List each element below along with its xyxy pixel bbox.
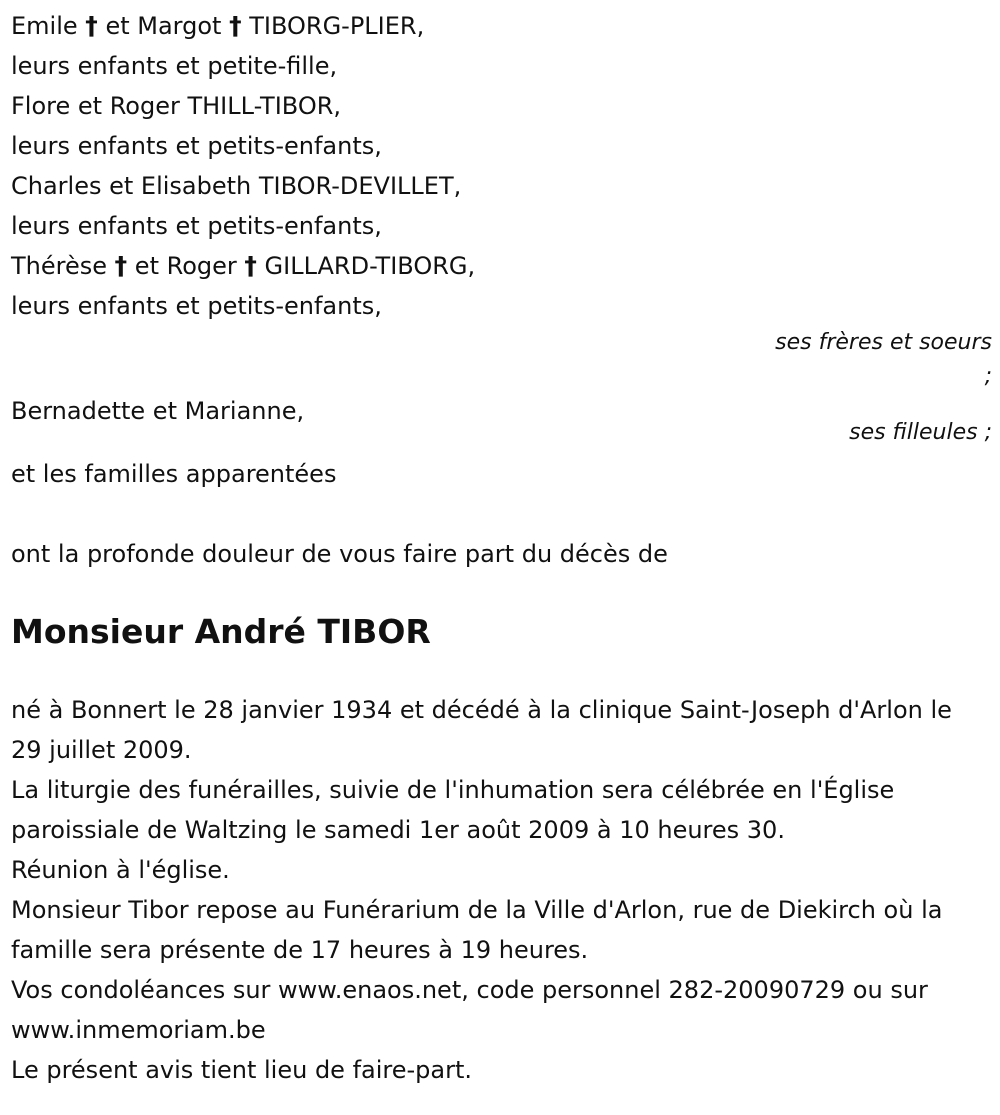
family-line-3: Flore et Roger THILL-TIBOR, xyxy=(11,92,342,120)
family-surname: GILLARD-TIBORG, xyxy=(264,252,476,280)
first-name: Emile xyxy=(11,12,78,40)
first-name: Thérèse xyxy=(11,252,108,280)
details-paragraph-3: Réunion à l'église. xyxy=(11,856,230,884)
deceased-cross-icon: † xyxy=(244,251,257,280)
details-paragraph-5: Vos condoléances sur www.enaos.net, code personnel 282-20090729 ou sur www.inmemoriam.be xyxy=(11,976,928,1044)
deceased-name-heading: Monsieur André TIBOR xyxy=(11,612,431,651)
conjunction-name: et Margot xyxy=(105,12,222,40)
deceased-cross-icon: † xyxy=(229,11,242,40)
deceased-cross-icon: † xyxy=(85,11,98,40)
related-families: et les familles apparentées xyxy=(11,460,337,488)
obituary-notice xyxy=(11,6,992,1090)
details-paragraph-2: La liturgie des funérailles, suivie de l'inhumation sera célébrée en l'Église paroissiale de Waltzing le samedi 1er août 2009 à 10 heures 30. xyxy=(11,776,895,844)
conjunction-name: et Roger xyxy=(134,252,237,280)
family-surname: TIBORG-PLIER, xyxy=(249,12,425,40)
siblings-punctuation: ; xyxy=(984,364,992,389)
announcement-text: ont la profonde douleur de vous faire part du décès de xyxy=(11,540,668,568)
family-line-6: leurs enfants et petits-enfants, xyxy=(11,212,382,240)
details-paragraph-4: Monsieur Tibor repose au Funérarium de la Ville d'Arlon, rue de Diekirch où la famille sera présente de 17 heures à 19 heures. xyxy=(11,896,943,964)
family-line-8: leurs enfants et petits-enfants, xyxy=(11,292,382,320)
details-paragraph-6: Le présent avis tient lieu de faire-part. xyxy=(11,1056,473,1084)
siblings-label: ses frères et soeurs xyxy=(775,330,992,355)
godchildren-label: ses filleules ; xyxy=(849,420,992,445)
deceased-cross-icon: † xyxy=(114,251,128,280)
family-line-2: leurs enfants et petite-fille, xyxy=(11,52,338,80)
family-line-5: Charles et Elisabeth TIBOR-DEVILLET, xyxy=(11,172,462,200)
family-line-7 xyxy=(11,246,992,286)
family-line-1 xyxy=(11,6,992,46)
godchildren-names: Bernadette et Marianne, xyxy=(11,397,305,425)
family-line-4: leurs enfants et petits-enfants, xyxy=(11,132,382,160)
details-paragraph-1: né à Bonnert le 28 janvier 1934 et décédé à la clinique Saint-Joseph d'Arlon le 29 juillet 2009. xyxy=(11,696,952,764)
